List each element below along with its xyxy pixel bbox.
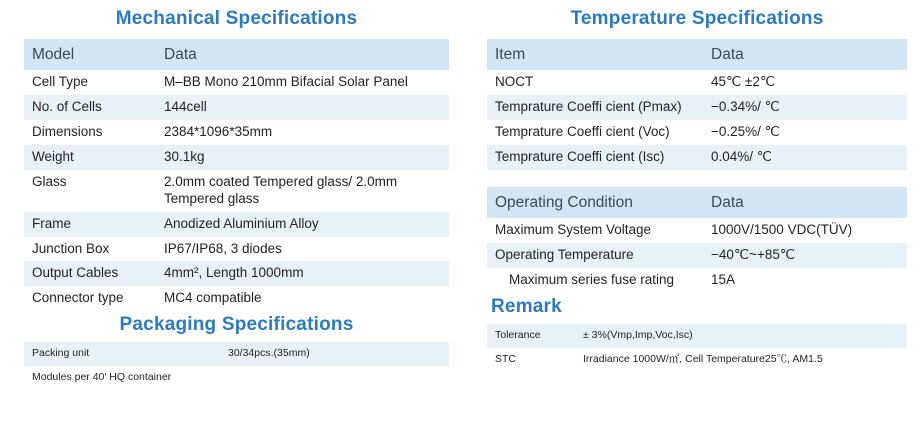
row-value: 30.1kg	[164, 149, 205, 164]
packaging-specifications-title: Packaging Specifications	[119, 314, 354, 336]
column-header-data: Data	[711, 193, 744, 211]
row-label: Junction Box	[32, 240, 110, 256]
row-value: 2384*1096*35mm	[164, 124, 273, 140]
temperature-specifications-title: Temperature Specifications	[570, 8, 824, 29]
row-value: 4mm², Length 1000mm	[164, 265, 304, 281]
remark-table	[487, 324, 907, 371]
remark-title: Remark	[491, 295, 562, 317]
row-label: Maximum series fuse rating	[509, 272, 675, 287]
row-value	[220, 366, 449, 390]
table-row	[24, 237, 449, 262]
table-row	[487, 324, 907, 348]
table-row	[24, 120, 449, 145]
row-label: Operating Temperature	[495, 247, 634, 263]
column-header-item: Item	[495, 46, 526, 63]
row-label: STC	[495, 352, 516, 365]
table-row	[487, 95, 907, 120]
row-label: Packing unit	[32, 347, 90, 360]
row-value: M–BB Mono 210mm Bifacial Solar Panel	[164, 74, 408, 90]
row-label: Frame	[32, 215, 72, 231]
mechanical-specifications-table	[24, 39, 449, 311]
row-label: Temprature Coeffi cient (Pmax)	[495, 99, 682, 115]
row-label: Temprature Coeffi cient (Isc)	[495, 149, 665, 164]
row-value: MC4 compatible	[164, 290, 262, 306]
row-value: ± 3%(Vmp,Imp,Voc,Isc)	[583, 328, 693, 341]
row-value: 144cell	[164, 99, 207, 115]
table-row	[24, 212, 449, 237]
table-row	[487, 70, 907, 95]
row-value: 30/34pcs.(35mm)	[228, 347, 310, 360]
packaging-specifications-table	[24, 342, 449, 389]
row-label: Dimensions	[32, 124, 103, 140]
row-value: −0.25%/ ℃	[711, 124, 780, 140]
row-value: Anodized Aluminium Alloy	[164, 215, 319, 231]
temperature-specifications-table	[487, 39, 907, 170]
row-label: NOCT	[495, 74, 534, 90]
row-label: Cell Type	[32, 74, 89, 90]
column-header-model: Model	[32, 46, 75, 63]
table-row	[487, 145, 907, 170]
row-value: 45℃ ±2℃	[711, 74, 776, 90]
row-label: Temprature Coeffi cient (Voc)	[495, 124, 670, 140]
table-header-row	[487, 39, 907, 70]
table-row	[24, 95, 449, 120]
mechanical-specifications-title: Mechanical Specifications	[115, 8, 358, 29]
right-column	[487, 0, 907, 371]
table-row	[487, 218, 907, 243]
row-label: Output Cables	[32, 265, 119, 281]
table-row	[24, 342, 449, 366]
table-row	[24, 261, 449, 286]
table-row	[24, 170, 449, 212]
row-value: 0.04%/ ℃	[711, 149, 772, 164]
row-label: Maximum System Voltage	[495, 222, 652, 238]
row-value: IP67/IP68, 3 diodes	[164, 240, 282, 256]
row-label: Weight	[32, 149, 74, 164]
table-row	[487, 268, 907, 293]
row-value: Irradiance 1000W/㎡, Cell Temperature25℃, AM1.5	[583, 352, 823, 365]
table-row	[24, 366, 449, 390]
row-value: −0.34%/ ℃	[711, 99, 780, 115]
table-row	[487, 243, 907, 268]
table-row	[24, 286, 449, 311]
column-header-data: Data	[164, 46, 197, 63]
column-header-operating-condition: Operating Condition	[495, 193, 633, 211]
spacer	[487, 170, 907, 187]
row-label: Glass	[32, 173, 67, 189]
table-header-row	[24, 39, 449, 70]
left-column	[24, 0, 449, 389]
row-label: No. of Cells	[32, 99, 102, 115]
operating-condition-table	[487, 187, 907, 293]
row-value: −40℃~+85℃	[711, 247, 796, 263]
table-row	[24, 70, 449, 95]
row-value: 1000V/1500 VDC(TÜV)	[711, 222, 853, 238]
row-label: Tolerance	[495, 328, 541, 341]
table-row	[487, 348, 907, 372]
row-value: 15A	[711, 272, 736, 287]
column-header-data: Data	[711, 46, 744, 63]
table-header-row	[487, 187, 907, 218]
row-label: Modules per 40' HQ container	[32, 370, 172, 383]
table-row	[487, 120, 907, 145]
row-value: 2.0mm coated Tempered glass/ 2.0mm Tempered glass	[164, 173, 398, 206]
table-row	[24, 145, 449, 170]
row-label: Connector type	[32, 290, 124, 306]
